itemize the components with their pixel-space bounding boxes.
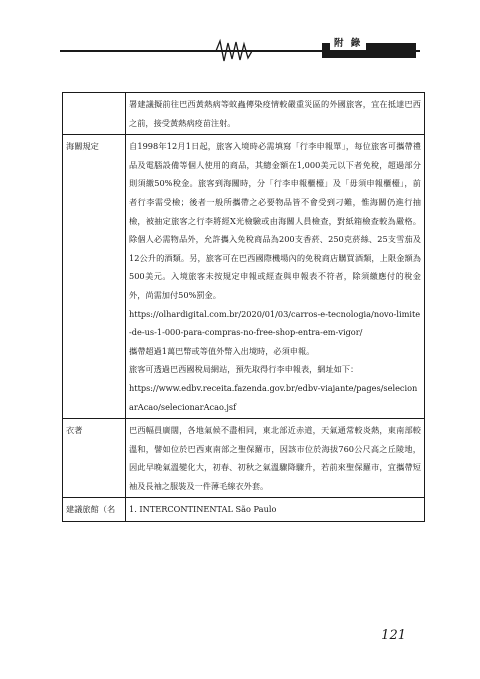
row-label: 海關規定: [63, 135, 126, 419]
header-wave-icon: [208, 38, 262, 64]
reference-link[interactable]: https://www.edbv.receita.fazenda.gov.br/edbv-viajante/pages/selecionarAcao/selecionarAcao.jsf: [129, 382, 418, 412]
table-row: [63, 135, 425, 419]
row-paragraph: 1. INTERCONTINENTAL São Paulo: [129, 504, 277, 515]
reference-link[interactable]: https://olhardigital.com.br/2020/01/03/carros-e-tecnologia/novo-limite-de-us-1-000-para-compras-no-free-shop-entra-em-vigor/: [129, 308, 421, 338]
row-paragraph: 自1998年12月1日起，旅客入境時必需填寫「行李申報單」，每位旅客可攜帶禮品及電腦設備等個人使用的商品，其總金額在1,000美元以下者免稅，超過部分則須繳50%稅金。旅客到海關時，分「行李申報櫃檯」及「毋須申報櫃檯」，前者行李需受檢；後者一般所攜帶之必要物品皆不會受到刁難，惟海關仍進行抽檢，被抽定旅客之行李將經X光檢驗或由海關人員檢查，對紙箱檢查較為嚴格。除個人必需物品外，允許攜入免稅商品為200支香菸、250克菸絲、25支雪茄及12公升的酒類。另，旅客可在巴西國際機場內的免稅商店購買酒類，上限金額為500美元。入境旅客未按規定申報或經查與申報表不符者，除須繳應付的稅金外，尚需加付50%罰金。: [129, 141, 421, 300]
section-label: 附 錄: [330, 37, 366, 50]
row-paragraph: 攜帶超過1萬巴幣或等值外幣入出境時，必須申報。: [129, 345, 315, 356]
row-paragraph: 巴西幅員廣闊，各地氣候不盡相同，東北部近赤道，天氣通常較炎熱，東南部較溫和，譬如位於巴西東南部之聖保羅市，因該市位於海拔760公尺高之丘陵地，因此早晚氣溫變化大，初春、初秋之氣溫驟降驟升，若前來聖保羅市，宜攜帶短袖及長袖之服裝及一件薄毛線衣外套。: [129, 425, 421, 491]
row-content: [126, 498, 425, 522]
row-paragraph: 旅客可透過巴西國稅局網站，預先取得行李申報表，網址如下：: [129, 364, 359, 375]
table-row: [63, 498, 425, 522]
row-label: 衣著: [63, 419, 126, 498]
row-content: [126, 135, 425, 419]
table-row: [63, 93, 425, 135]
row-label: 建議旅館（名: [63, 498, 126, 522]
row-content: [126, 419, 425, 498]
appendix-table: [62, 92, 425, 522]
row-label: [63, 93, 126, 135]
row-content: [126, 93, 425, 135]
page-number: 121: [381, 628, 406, 643]
row-paragraph: 署建議擬前往巴西黃熱病等蚊蟲傳染疫情較嚴重災區的外國旅客，宜在抵達巴西之前，接受黃熱病疫苗注射。: [129, 99, 421, 128]
table-row: [63, 419, 425, 498]
